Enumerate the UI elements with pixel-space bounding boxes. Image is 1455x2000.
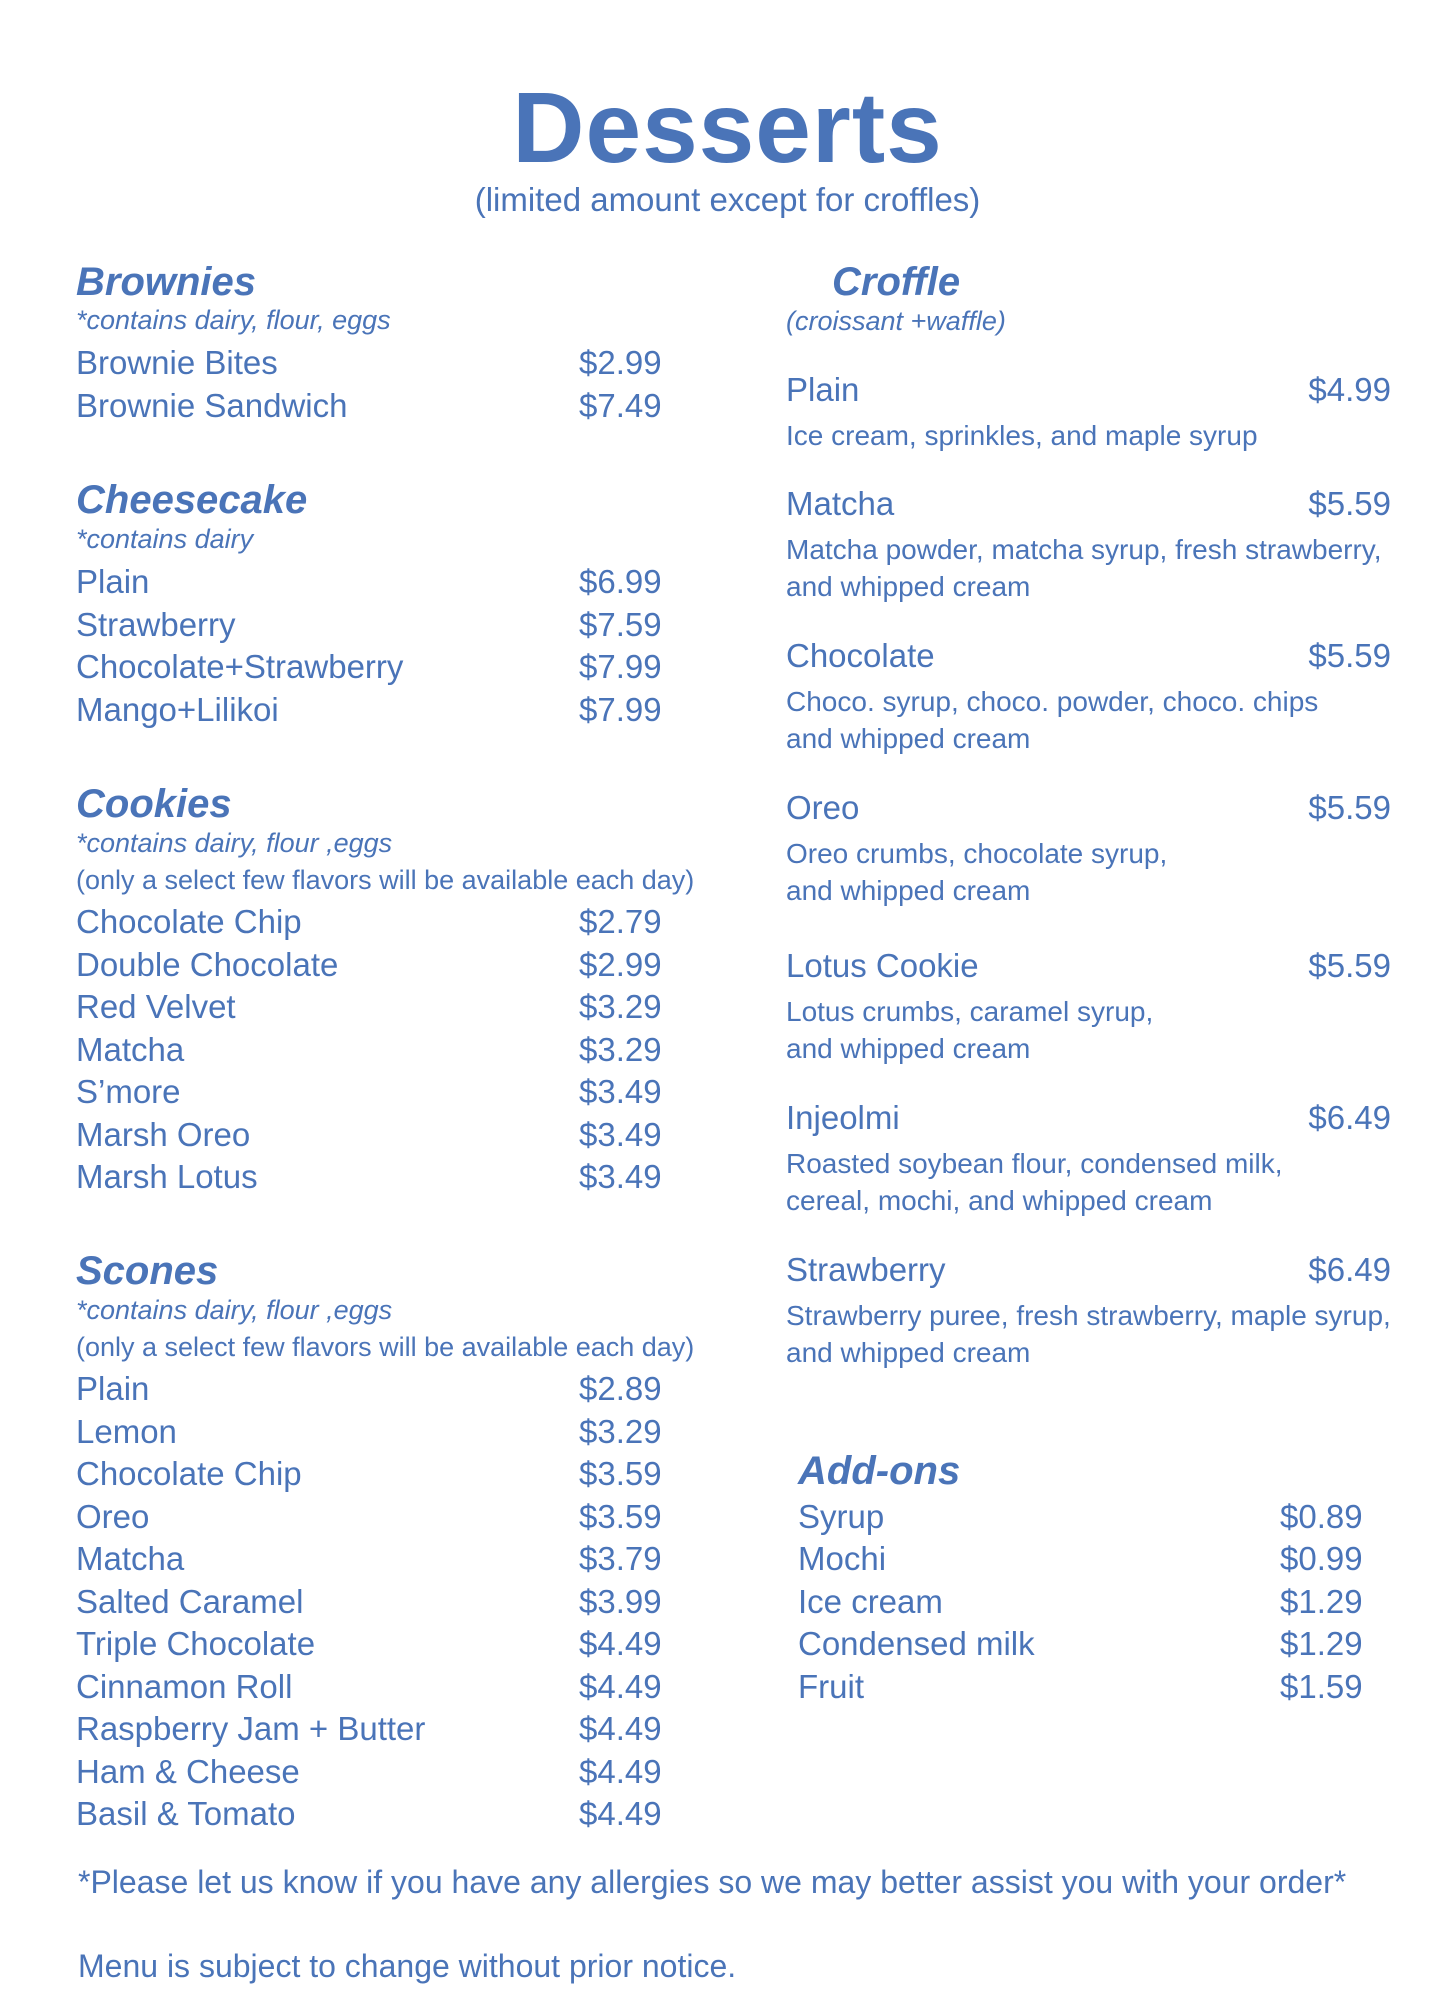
item-price: $6.49: [1308, 1099, 1391, 1136]
brownies-note: *contains dairy, flour, eggs: [76, 305, 391, 335]
item-price: $3.49: [579, 1073, 662, 1110]
change-notice: Menu is subject to change without prior notice.: [78, 1948, 737, 1984]
item-description-line: and whipped cream: [786, 1337, 1031, 1368]
item-name: Matcha: [786, 485, 895, 522]
item-description: [786, 993, 1426, 1067]
item-name: Ham & Cheese: [76, 1753, 300, 1790]
item-price: $7.99: [579, 648, 662, 685]
item-price: $5.59: [1308, 485, 1391, 522]
item-price: $3.59: [579, 1498, 662, 1535]
item-name: Matcha: [76, 1031, 185, 1068]
addons-title: Add-ons: [798, 1449, 961, 1493]
item-price: $3.49: [579, 1158, 662, 1195]
item-price: $5.59: [1308, 789, 1391, 826]
item-name: Fruit: [798, 1668, 864, 1705]
item-description-line: and whipped cream: [786, 723, 1031, 754]
item-description-line: Choco. syrup, choco. powder, choco. chips: [786, 686, 1319, 717]
item-price: $3.99: [579, 1583, 662, 1620]
item-price: $4.49: [579, 1753, 662, 1790]
item-price: $4.49: [579, 1795, 662, 1832]
item-name: Matcha: [76, 1540, 185, 1577]
item-price: $7.99: [579, 691, 662, 728]
item-price: $6.99: [579, 563, 662, 600]
item-name: Mango+Lilikoi: [76, 691, 279, 728]
item-price: $7.49: [579, 387, 662, 424]
item-name: Oreo: [786, 789, 860, 826]
item-name: Mochi: [798, 1540, 887, 1577]
cheesecake-note: *contains dairy: [76, 524, 254, 554]
item-price: $1.29: [1280, 1625, 1363, 1662]
item-name: Brownie Sandwich: [76, 387, 348, 424]
item-price: $3.29: [579, 1413, 662, 1450]
item-price: $2.79: [579, 903, 662, 940]
item-price: $5.59: [1308, 947, 1391, 984]
item-description-line: and whipped cream: [786, 571, 1031, 602]
item-name: Oreo: [76, 1498, 150, 1535]
cookies-note: *contains dairy, flour ,eggs: [76, 828, 393, 858]
page-title: Desserts: [512, 72, 943, 184]
item-price: $4.49: [579, 1625, 662, 1662]
item-price: $3.59: [579, 1455, 662, 1492]
item-name: Double Chocolate: [76, 946, 339, 983]
page-subtitle: (limited amount except for croffles): [474, 181, 981, 218]
item-name: Cinnamon Roll: [76, 1668, 293, 1705]
item-description: [786, 683, 1426, 757]
item-description-line: Roasted soybean flour, condensed milk,: [786, 1148, 1283, 1179]
item-description-line: Matcha powder, matcha syrup, fresh strawberry,: [786, 534, 1382, 565]
item-description-line: Strawberry puree, fresh strawberry, maple syrup,: [786, 1300, 1391, 1331]
item-name: Red Velvet: [76, 988, 236, 1025]
item-name: Lotus Cookie: [786, 947, 979, 984]
item-name: Brownie Bites: [76, 344, 278, 381]
item-name: Plain: [786, 371, 860, 408]
item-name: Syrup: [798, 1498, 885, 1535]
item-name: Strawberry: [786, 1251, 946, 1288]
item-name: Triple Chocolate: [76, 1625, 316, 1662]
item-price: $2.99: [579, 946, 662, 983]
item-description-line: Ice cream, sprinkles, and maple syrup: [786, 420, 1258, 451]
item-price: $3.79: [579, 1540, 662, 1577]
croffle-note: (croissant +waffle): [786, 306, 1006, 336]
allergy-notice: *Please let us know if you have any allergies so we may better assist you with your order*: [78, 1864, 1347, 1900]
item-name: Chocolate Chip: [76, 1455, 302, 1492]
item-price: $4.99: [1308, 371, 1391, 408]
brownies-title: Brownies: [76, 260, 257, 304]
item-name: Basil & Tomato: [76, 1795, 296, 1832]
cheesecake-title: Cheesecake: [76, 478, 308, 522]
item-description-line: Lotus crumbs, caramel syrup,: [786, 996, 1154, 1027]
item-name: Condensed milk: [798, 1625, 1035, 1662]
item-name: Marsh Lotus: [76, 1158, 258, 1195]
item-price: $2.99: [579, 344, 662, 381]
item-name: Injeolmi: [786, 1099, 900, 1136]
item-price: $4.49: [579, 1710, 662, 1747]
cookies-title: Cookies: [76, 782, 232, 826]
item-price: $3.29: [579, 1031, 662, 1068]
item-name: Ice cream: [798, 1583, 943, 1620]
item-name: Plain: [76, 1370, 150, 1407]
croffle-title: Croffle: [832, 260, 961, 304]
item-name: Salted Caramel: [76, 1583, 304, 1620]
item-price: $6.49: [1308, 1251, 1391, 1288]
item-name: Chocolate: [786, 637, 935, 674]
item-price: $0.99: [1280, 1540, 1363, 1577]
item-name: Chocolate+Strawberry: [76, 648, 404, 685]
item-description: [786, 417, 1426, 454]
scones-title: Scones: [76, 1249, 219, 1293]
item-name: Strawberry: [76, 606, 236, 643]
item-description: [786, 531, 1426, 605]
item-name: Lemon: [76, 1413, 177, 1450]
item-price: $5.59: [1308, 637, 1391, 674]
item-description: [786, 835, 1426, 909]
item-description-line: and whipped cream: [786, 1033, 1031, 1064]
item-name: Plain: [76, 563, 150, 600]
item-name: S’more: [76, 1073, 181, 1110]
item-price: $1.59: [1280, 1668, 1363, 1705]
item-name: Chocolate Chip: [76, 903, 302, 940]
item-description-line: and whipped cream: [786, 875, 1031, 906]
cookies-availability-note: (only a select few flavors will be available each day): [76, 865, 695, 895]
item-description-line: cereal, mochi, and whipped cream: [786, 1185, 1213, 1216]
item-price: $1.29: [1280, 1583, 1363, 1620]
item-description: [786, 1297, 1426, 1371]
item-description: [786, 1145, 1426, 1219]
scones-availability-note: (only a select few flavors will be available each day): [76, 1332, 695, 1362]
item-name: Raspberry Jam + Butter: [76, 1710, 426, 1747]
item-price: $2.89: [579, 1370, 662, 1407]
item-price: $7.59: [579, 606, 662, 643]
item-name: Marsh Oreo: [76, 1116, 251, 1153]
item-price: $3.29: [579, 988, 662, 1025]
item-price: $0.89: [1280, 1498, 1363, 1535]
item-price: $3.49: [579, 1116, 662, 1153]
item-price: $4.49: [579, 1668, 662, 1705]
scones-note: *contains dairy, flour ,eggs: [76, 1295, 393, 1325]
item-description-line: Oreo crumbs, chocolate syrup,: [786, 838, 1168, 869]
